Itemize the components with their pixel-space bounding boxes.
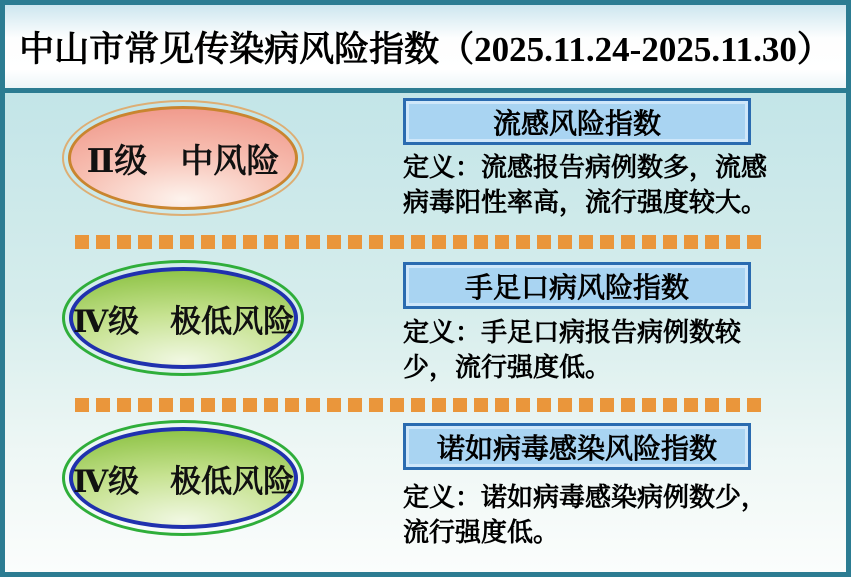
risk-badge-norovirus-inner [69, 427, 298, 529]
risk-badge-hfmd-label: Ⅳ级 极低风险 [73, 303, 295, 339]
risk-badge-hfmd [62, 260, 304, 376]
section-header-influenza [403, 98, 751, 145]
section-header-hfmd-label: 手足口病风险指数 [464, 272, 689, 304]
risk-badge-norovirus-label: Ⅳ级 极低风险 [73, 463, 295, 499]
dashed-divider [75, 235, 768, 249]
main-area [5, 93, 846, 572]
definition-hfmd: 定义：手足口病报告病例数较少，流行强度低。 [403, 318, 742, 382]
risk-badge-influenza [62, 100, 304, 216]
section-header-influenza-label: 流感风险指数 [492, 108, 661, 140]
risk-badge-influenza-label: Ⅱ级 中风险 [86, 143, 280, 180]
section-header-norovirus-label: 诺如病毒感染风险指数 [436, 433, 717, 465]
title-band [5, 5, 846, 93]
definition-norovirus: 定义：诺如病毒感染病例数少，流行强度低。 [403, 483, 768, 547]
risk-badge-influenza-inner [68, 106, 298, 210]
dashed-divider [75, 398, 768, 412]
risk-badge-norovirus [62, 420, 304, 536]
risk-badge-hfmd-inner [69, 267, 298, 369]
page-title: 中山市常见传染病风险指数（2025.11.24-2025.11.30） [19, 29, 832, 69]
section-header-hfmd [403, 262, 751, 309]
definition-influenza: 定义：流感报告病例数多，流感病毒阳性率高，流行强度较大。 [403, 153, 768, 217]
section-header-norovirus [403, 423, 751, 470]
